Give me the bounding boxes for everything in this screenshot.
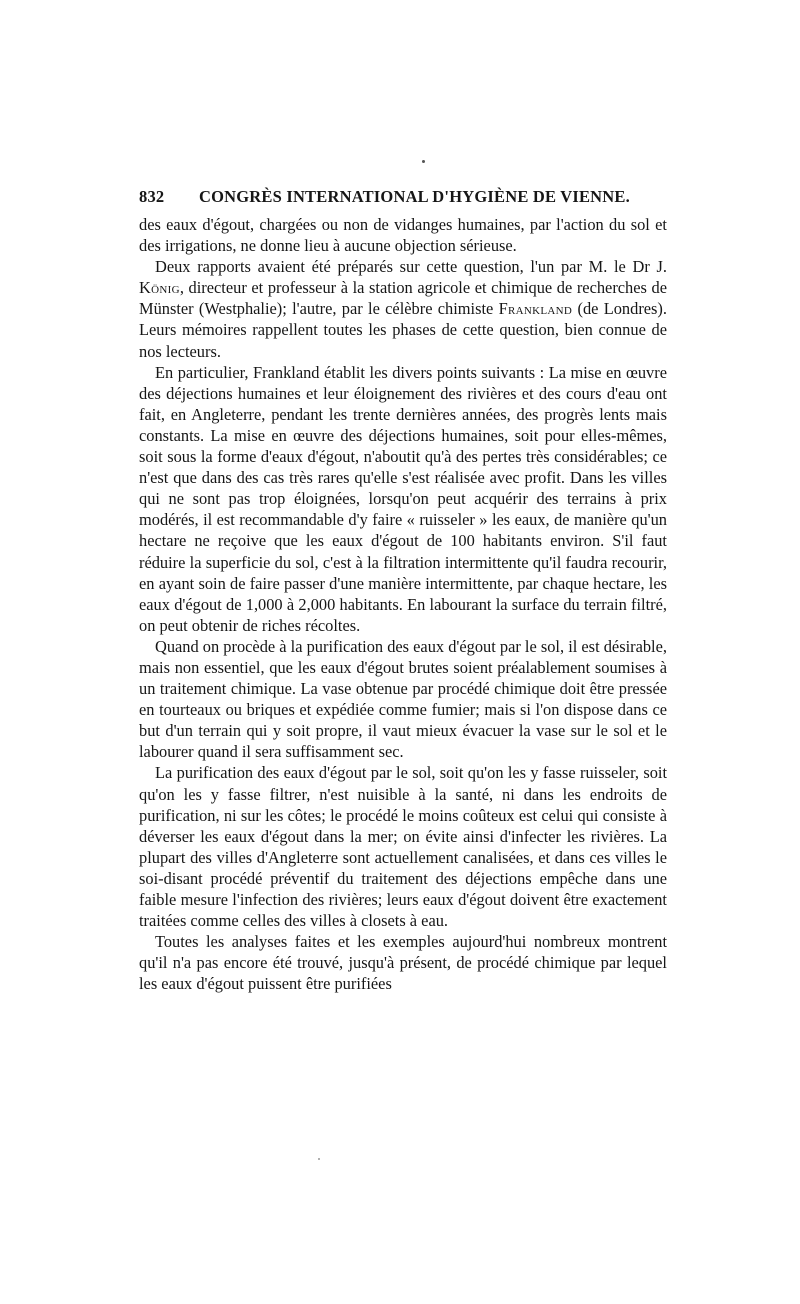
paragraph-3: En particulier, Frankland établit les divers points suivants : La mise en œuvre des déjections humaines et leur éloignement des rivières et des cours d'eau ont fait, en Angleterre, pendant les trente dernières années, des progrès lents mais constants. La mise en œuvre des déjections humaines, soit pour elles-mêmes, soit sous la forme d'eaux d'égout, n'aboutit qu'à des pertes très considérables; ce n'est que dans des cas très rares qu'elle s'est réalisée avec profit. Dans les villes qui ne sont pas trop éloignées, lorsqu'on peut acquérir des terrains à prix modérés, il est recommandable d'y faire « ruisseler » les eaux, de manière qu'un hectare ne reçoive que les eaux d'égout de 100 habitants environ. S'il faut réduire la superficie du sol, c'est à la filtration intermittente qu'il faudra recourir, en ayant soin de faire passer d'une manière intermittente, par chaque hectare, les eaux d'égout de 1,000 à 2,000 habitants. En labourant la surface du terrain filtré, on peut obtenir de riches récoltes. [139, 362, 667, 635]
author-name-frankland: Frankland [498, 299, 573, 319]
paragraph-2-text-b: , directeur et professeur à la station agricole et chimique de recherches de Münster (Westphalie); l'autre, par le célèbre chimiste [139, 278, 667, 319]
body-text [139, 214, 667, 994]
paragraph-5: La purification des eaux d'égout par le sol, soit qu'on les y fasse ruisseler, soit qu'on les y fasse filtrer, n'est nuisible à la santé, ni dans les endroits de purification, ni sur les côtes; le procédé le moins coûteux est celui qui consiste à déverser les eaux d'égout dans la mer; on évite ainsi d'infecter les rivières. La plupart des villes d'Angleterre sont actuellement canalisées, et dans ces villes le soi-disant procédé préventif du traitement des déjections empêche dans une faible mesure l'infection des rivières; leurs eaux d'égout doivent être exactement traitées comme celles des villes à closets à eau. [139, 763, 667, 931]
paragraph-6: Toutes les analyses faites et les exemples aujourd'hui nombreux montrent qu'il n'a pas encore été trouvé, jusqu'à présent, de procédé chimique par lequel les eaux d'égout puissent être purifiées [139, 932, 667, 994]
author-name-konig: König [139, 278, 180, 298]
page-number: 832 [139, 187, 165, 206]
paragraph-1: des eaux d'égout, chargées ou non de vidanges humaines, par l'action du sol et des irrigations, ne donne lieu à aucune objection sérieuse. [139, 215, 667, 256]
page-header [139, 187, 667, 211]
paragraph-4: Quand on procède à la purification des eaux d'égout par le sol, il est désirable, mais non essentiel, que les eaux d'égout brutes soient préalablement soumises à un traitement chimique. La vase obtenue par procédé chimique doit être pressée en tourteaux ou briques et expédiée comme fumier; mais si l'on dispose dans ce but d'un terrain qui y soit propre, il vaut mieux évacuer la vase sur le sol et le labourer quand il sera suffisamment sec. [139, 636, 667, 762]
paragraph-2-text-c: (de Londres). Leurs mémoires rappellent toutes les phases de cette question, bien connue de nos lecteurs. [139, 299, 667, 361]
running-title: CONGRÈS INTERNATIONAL D'HYGIÈNE DE VIENNE. [199, 187, 630, 206]
ink-speck [318, 1158, 320, 1160]
paragraph-2-text-a: Deux rapports avaient été préparés sur cette question, l'un par M. le Dr J. [155, 257, 667, 277]
ink-speck [422, 160, 425, 163]
paragraph-2 [139, 256, 667, 361]
